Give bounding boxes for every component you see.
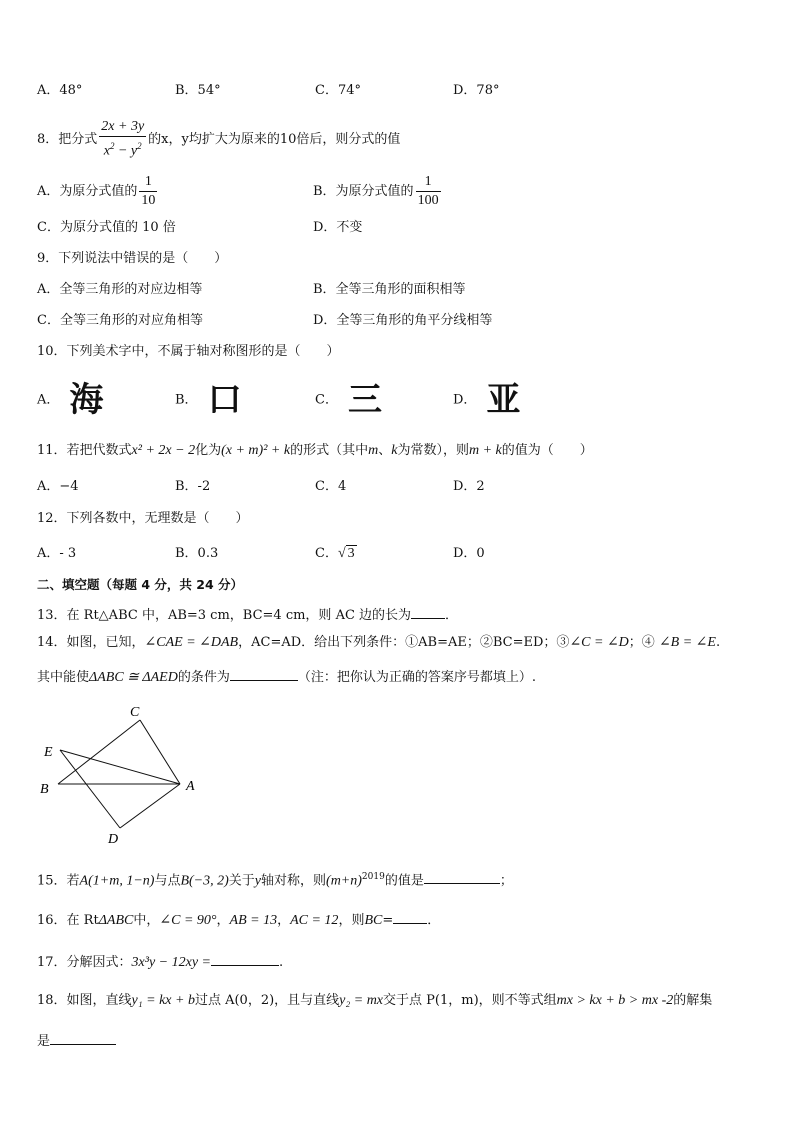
q7-option-c: C．74° bbox=[315, 83, 361, 98]
q10-char-san: 三 bbox=[347, 380, 382, 420]
q11-option-c: C．4 bbox=[315, 479, 347, 494]
q11-option-b: B．‑2 bbox=[175, 479, 211, 494]
q11-stem: 11．若把代数式x² + 2x − 2化为(x + m)² + k的形式（其中m、k为常数），则m + k的值为（ ） bbox=[37, 443, 593, 458]
q7-option-a: A．48° bbox=[37, 83, 83, 98]
q8-stem bbox=[37, 118, 400, 161]
q12-option-c: C．√ 3 bbox=[315, 546, 355, 561]
q16-stem: 16．在 RtΔABC中，∠C = 90°，AB = 13，AC = 12，则BC= ． bbox=[37, 909, 440, 930]
q10-option-d: D． 亚 bbox=[453, 380, 521, 420]
section-title-fill-in: 二、填空题（每题 4 分，共 24 分） bbox=[37, 577, 244, 592]
q11-option-a: A．−4 bbox=[37, 479, 79, 494]
q13-stem: 13．在 Rt△ABC 中，AB=3 cm，BC=4 cm，则 AC 边的长为 ． bbox=[37, 604, 458, 625]
q10-option-c: C． 三 bbox=[315, 380, 382, 420]
q11-option-d: D．2 bbox=[453, 479, 485, 494]
q9-option-b: B．全等三角形的面积相等 bbox=[313, 282, 466, 297]
label-b: B bbox=[40, 782, 49, 797]
q12-stem: 12．下列各数中，无理数是（ ） bbox=[37, 511, 249, 526]
q10-char-ya: 亚 bbox=[486, 380, 521, 420]
q17-answer-blank[interactable] bbox=[211, 951, 279, 966]
q10-option-a: A． 海 bbox=[37, 380, 104, 420]
q14-line2: 其中能使ΔABC ≅ ΔAED的条件为 （注：把你认为正确的答案序号都填上）. bbox=[37, 666, 536, 687]
q12-option-d: D．0 bbox=[453, 546, 485, 561]
segment-da bbox=[120, 784, 180, 828]
q8-suffix: 的x，y均扩大为原来的10倍后，则分式的值 bbox=[148, 131, 401, 147]
q8-option-c: C．为原分式值的 10 倍 bbox=[37, 220, 176, 235]
q8-option-b: B．为原分式值的 $\frac{1}{100}$ bbox=[313, 174, 439, 208]
geometry-figure bbox=[30, 700, 220, 850]
q16-answer-blank[interactable] bbox=[393, 909, 427, 924]
q15-stem: 15．若A(1+m, 1−n)与点B(−3, 2)关于y轴对称，则$(m+n)^{2019}$的值是 ； bbox=[37, 868, 513, 890]
label-d: D bbox=[108, 832, 119, 847]
q18-line2: 是 bbox=[37, 1030, 116, 1051]
q10-option-b: B． 口 bbox=[175, 380, 242, 420]
q8-fraction bbox=[99, 118, 146, 161]
q9-stem: 9．下列说法中错误的是（ ） bbox=[37, 251, 228, 266]
q8-option-a: A．为原分式值的 $\frac{1}{10}$ bbox=[37, 174, 156, 208]
q12-option-b: B．0.3 bbox=[175, 546, 219, 561]
q8-denominator: $x^2 - y^2$ bbox=[103, 141, 142, 159]
q13-answer-blank[interactable] bbox=[411, 604, 445, 619]
q18-line1: 18．如图，直线y₁ = kx + b过点 A(0，2)，且与直线y₂ = mx交于点 P(1，m)，则不等式组mx > kx + b > mx ‑2的解集 bbox=[37, 993, 713, 1008]
q9-option-a: A．全等三角形的对应边相等 bbox=[37, 282, 203, 297]
q14-answer-blank[interactable] bbox=[230, 666, 298, 681]
q7-option-b: B．54° bbox=[175, 83, 221, 98]
q8-option-d: D．不变 bbox=[313, 220, 363, 235]
sqrt-icon: √ 3 bbox=[337, 546, 355, 561]
q9-option-c: C．全等三角形的对应角相等 bbox=[37, 313, 203, 328]
q7-option-d: D．78° bbox=[453, 83, 500, 98]
q10-char-hai: 海 bbox=[69, 380, 104, 420]
label-e: E bbox=[44, 745, 53, 760]
q10-char-kou: 口 bbox=[207, 380, 242, 420]
q9-option-d: D．全等三角形的角平分线相等 bbox=[313, 313, 493, 328]
q17-stem: 17．分解因式：3x³y − 12xy = . bbox=[37, 951, 283, 972]
segment-ed bbox=[60, 750, 120, 828]
q18-answer-blank[interactable] bbox=[50, 1030, 116, 1045]
q8-prefix: 8．把分式 bbox=[37, 131, 98, 147]
q8-numerator: 2x + 3y bbox=[99, 118, 146, 137]
q10-stem: 10．下列美术字中，不属于轴对称图形的是（ ） bbox=[37, 344, 340, 359]
q15-answer-blank[interactable] bbox=[424, 869, 500, 884]
segment-cb bbox=[58, 720, 140, 784]
label-c: C bbox=[130, 705, 140, 720]
q14-line1: 14．如图，已知，∠CAE = ∠DAB，AC=AD．给出下列条件：①AB=AE；②BC=ED；③∠C = ∠D；④ ∠B = ∠E. bbox=[37, 635, 721, 650]
q12-option-a: A．‑ 3 bbox=[37, 546, 77, 561]
label-a: A bbox=[186, 779, 195, 794]
